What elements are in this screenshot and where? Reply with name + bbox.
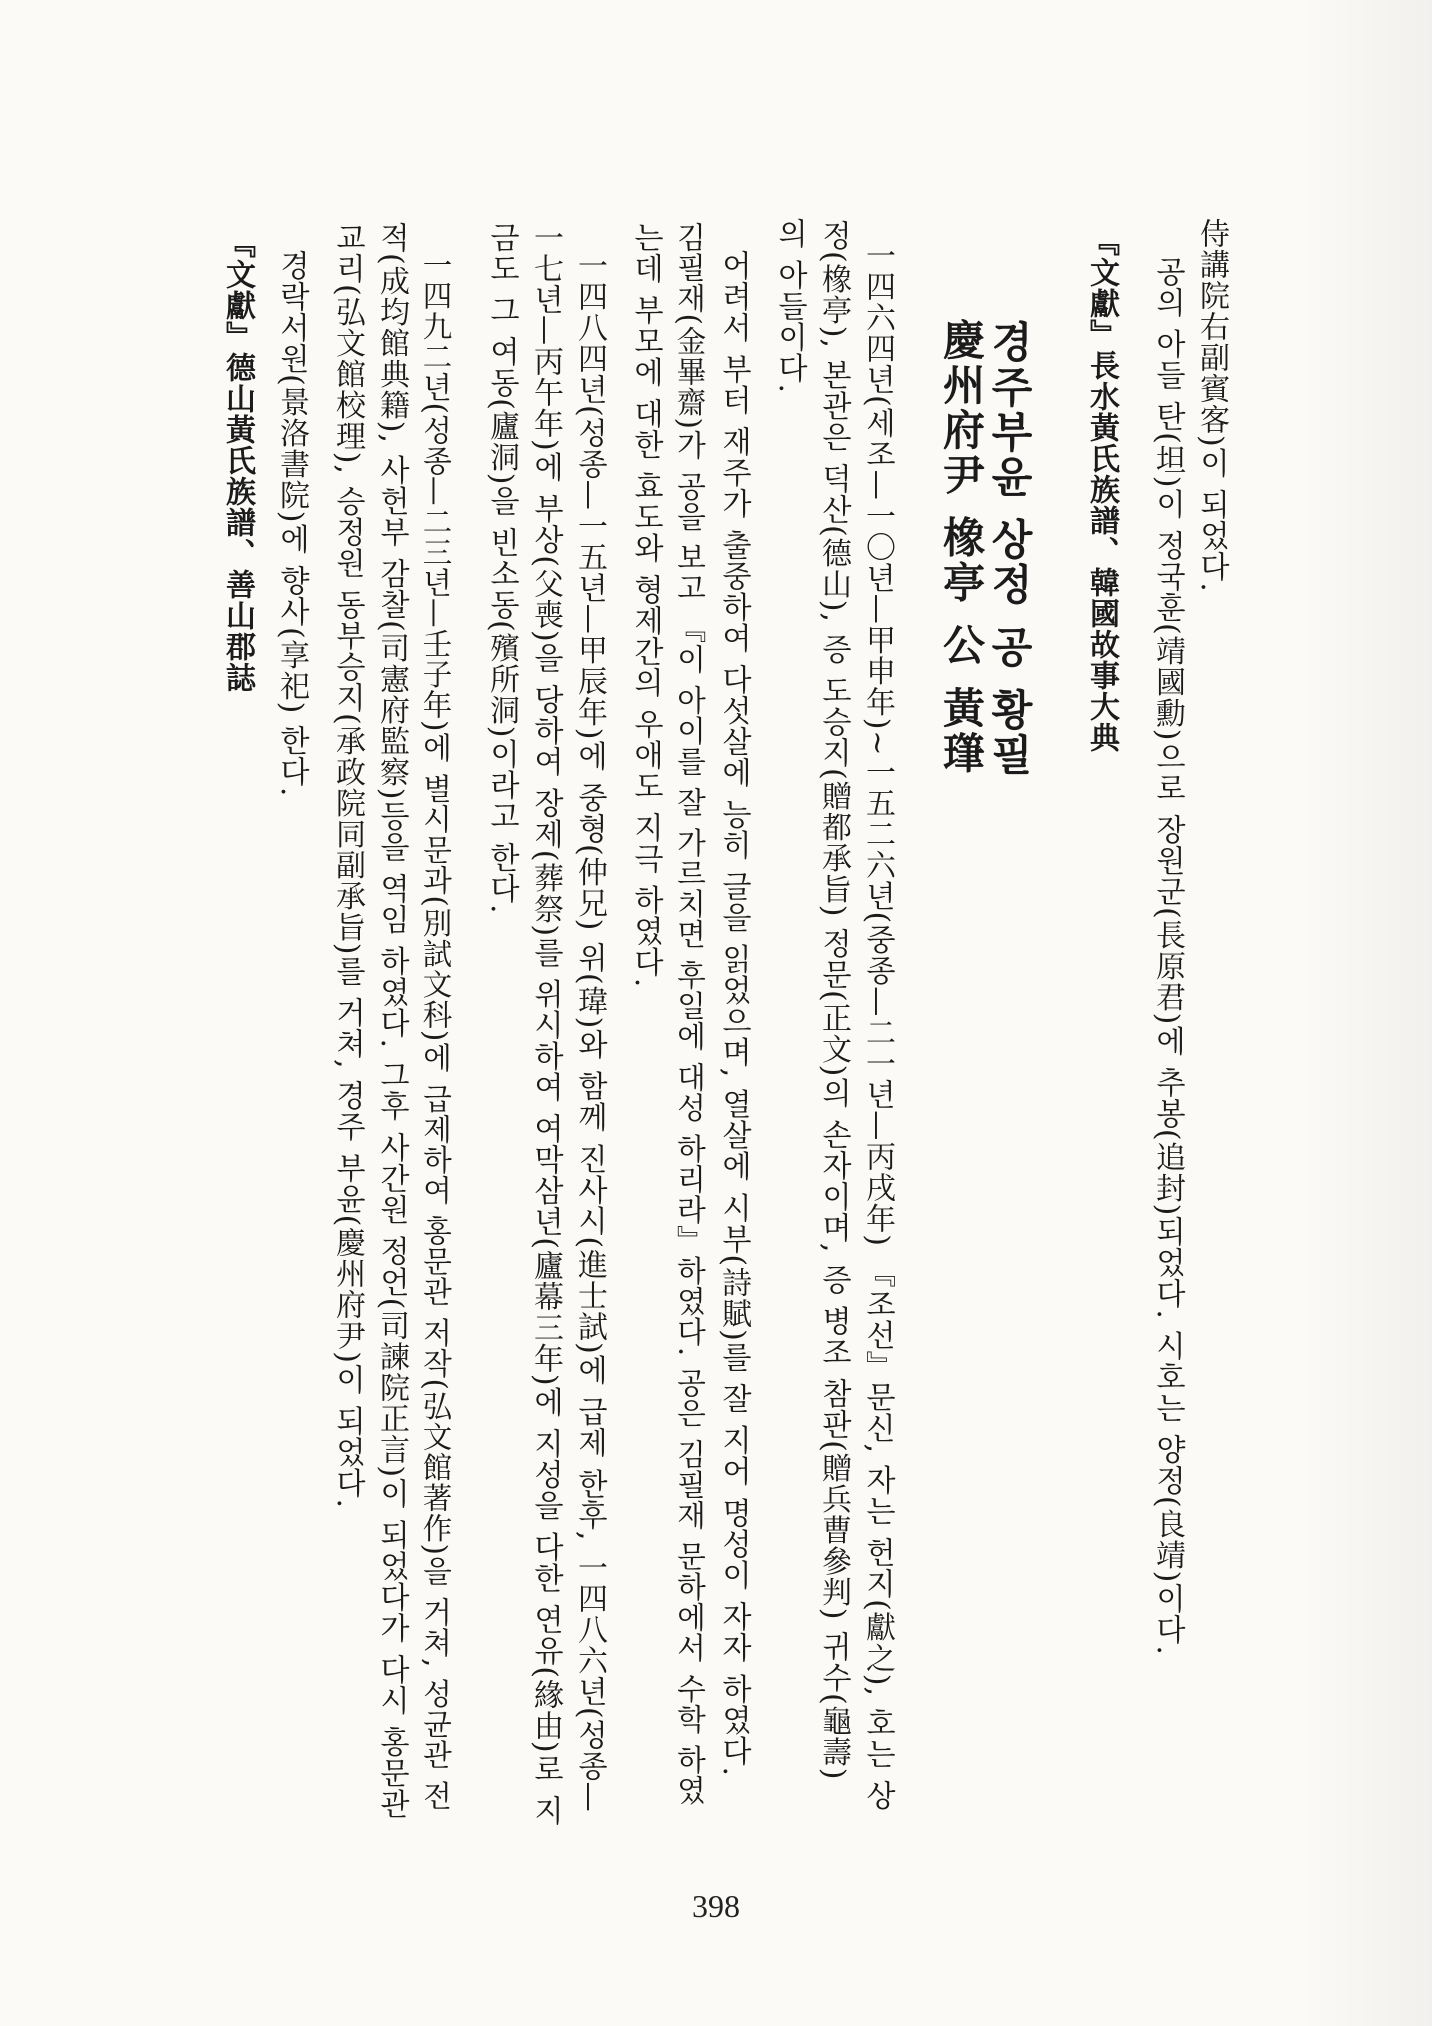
body-line-7: 一四八四년(성종—一五년—甲辰年)에 중형(仲兄) 위(瑋)와 함께 진사시(進士試)에 급제 한후, 一四八六년(성종—	[572, 250, 607, 1813]
body-line-4: 어려서 부터 재주가 출중하여 다섯살에 능히 글을 읽었으며, 열살에 시부(詩賦)를 잘 지어 명성이 자자 하였다.	[716, 250, 751, 1777]
body-line-3: 의 아들이다.	[772, 218, 807, 395]
page-number: 398	[692, 1888, 740, 1924]
body-line-2: 정(橡亭), 본관은 덕산(德山), 증 도승지(贈都承旨) 정문(正文)의 손자이며, 증 병조 참판(贈兵曹參判) 귀수(龜壽)	[816, 220, 851, 1781]
entry-title-korean: 경주부윤 상정 공 황필	[985, 320, 1034, 778]
prev-entry-line-1: 侍講院右副賓客)이 되었다.	[1194, 218, 1229, 593]
body-line-10: 一四九二년(성종—二三년—壬子年)에 별시문과(別試文科)에 급제하여 홍문관 저작(弘文館著作)을 거쳐, 성균관 전	[418, 250, 453, 1812]
body-line-12: 교리(弘文館校理), 승정원 동부승지(承政院同副承旨)를 거쳐, 경주 부윤(慶州府尹)이 되었다.	[330, 222, 365, 1510]
entry-source: 『文獻』德山黃氏族譜、善山郡誌	[220, 228, 255, 693]
body-line-1: 一四六四년(세조—一〇년—甲申年)~一五二六년(중종—二一년—丙戌年) 『조선』문신, 자는 헌지(獻之), 호는 상	[860, 240, 895, 1812]
entry-title-hanja: 慶州府尹 橡亭 公 黃㻶	[937, 318, 986, 776]
body-line-13: 경락서원(景洛書院)에 향사(享祀) 한다.	[274, 250, 309, 798]
prev-entry-source: 『文獻』長水黃氏族譜、韓國故事大典	[1084, 226, 1119, 753]
body-line-9: 금도 그 여동(廬洞)을 빈소동(殯所洞)이라고 한다.	[484, 222, 519, 915]
page-edge-shadow	[1300, 0, 1432, 2026]
body-line-8: 一七년—丙午年)에 부상(父喪)을 당하여 장제(葬祭)를 위시하여 여막삼년(廬幕三年)에 지성을 다한 연유(緣由)로 지	[528, 222, 563, 1827]
body-line-11: 적(成均館典籍), 사헌부 감찰(司憲府監察)등을 역임 하였다. 그후 사간원 정언(司諫院正言)이 되었다가 다시 홍문관	[374, 222, 409, 1820]
prev-entry-line-2: 공의 아들 탄(坦)이 정국훈(靖國勳)으로 장원군(長原君)에 추봉(追封)되었다. 시호는 양정(良靖)이다.	[1150, 256, 1185, 1656]
body-line-6: 는데 부모에 대한 효도와 형제간의 우애도 지극 하였다.	[628, 222, 663, 989]
body-line-5: 김필재(金畢齋)가 공을 보고 『이 아이를 잘 가르치면 후일에 대성 하리라』하였다. 공은 김필재 문하에서 수학 하였	[672, 222, 707, 1806]
